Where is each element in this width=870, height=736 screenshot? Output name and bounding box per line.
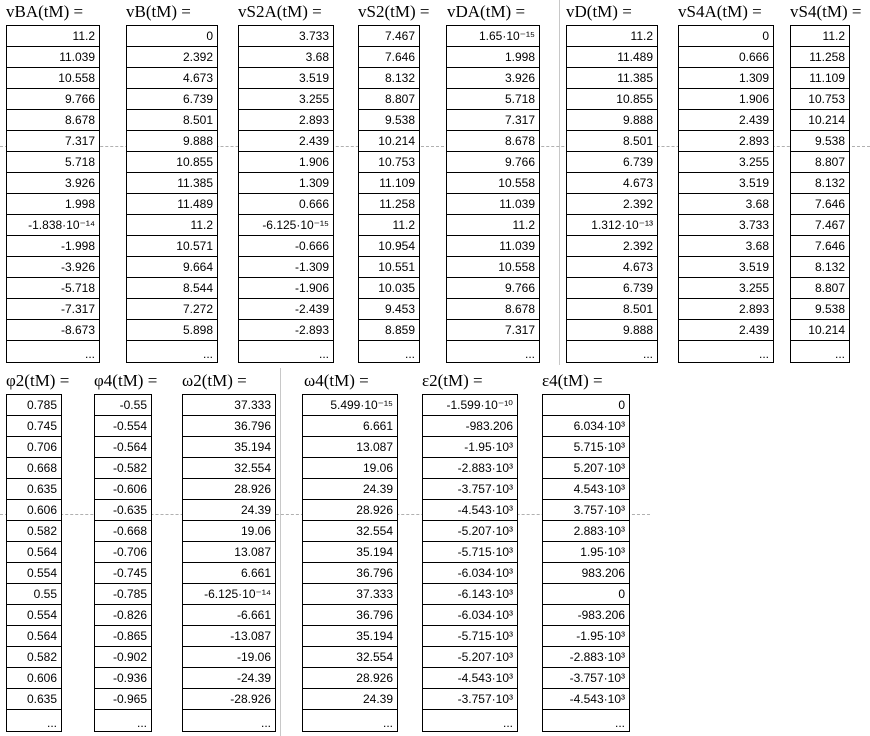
value-cell[interactable]: -6.125·10⁻¹⁴ bbox=[183, 584, 275, 605]
value-cell[interactable]: -1.906 bbox=[239, 278, 333, 299]
value-cell[interactable]: -2.883·10³ bbox=[543, 647, 629, 668]
value-cell[interactable]: 0 bbox=[543, 584, 629, 605]
value-cell[interactable]: 0.554 bbox=[7, 563, 61, 584]
value-cell[interactable]: 3.519 bbox=[679, 257, 773, 278]
value-cell[interactable]: 19.06 bbox=[303, 458, 397, 479]
value-cell[interactable]: 3.68 bbox=[679, 236, 773, 257]
value-cell[interactable]: 11.109 bbox=[359, 173, 419, 194]
value-cell[interactable]: 1.312·10⁻¹³ bbox=[567, 215, 657, 236]
value-cell[interactable]: 10.753 bbox=[791, 89, 849, 110]
value-cell[interactable]: 5.718 bbox=[7, 152, 99, 173]
value-cell[interactable]: 7.646 bbox=[359, 47, 419, 68]
omega2-tm-header: ω2(tM) = bbox=[182, 371, 247, 390]
epsilon4-tm-header: ε4(tM) = bbox=[542, 371, 603, 390]
value-cell[interactable]: 2.893 bbox=[239, 110, 333, 131]
value-cell[interactable]: 7.317 bbox=[447, 110, 539, 131]
value-cell[interactable]: 10.558 bbox=[7, 68, 99, 89]
value-cell[interactable]: -3.757·10³ bbox=[543, 668, 629, 689]
vda-tm-header: vDA(tM) = bbox=[447, 2, 526, 21]
value-cell[interactable]: 11.2 bbox=[127, 215, 217, 236]
value-cell[interactable]: 9.888 bbox=[567, 110, 657, 131]
value-cell[interactable]: 2.439 bbox=[679, 320, 773, 341]
value-cell[interactable]: 0.582 bbox=[7, 521, 61, 542]
value-cell[interactable]: -5.715·10³ bbox=[423, 542, 517, 563]
value-cell[interactable]: -24.39 bbox=[183, 668, 275, 689]
value-cell[interactable]: 3.68 bbox=[239, 47, 333, 68]
vs2-tm-table bbox=[358, 25, 420, 363]
value-cell[interactable]: 8.678 bbox=[447, 299, 539, 320]
value-cell[interactable]: 4.673 bbox=[567, 257, 657, 278]
value-cell[interactable]: 8.859 bbox=[359, 320, 419, 341]
value-cell[interactable]: 3.926 bbox=[7, 173, 99, 194]
ellipsis-cell[interactable]: ... bbox=[84, 347, 95, 361]
value-cell[interactable]: -4.543·10³ bbox=[423, 668, 517, 689]
value-cell[interactable]: 1.309 bbox=[679, 68, 773, 89]
value-cell[interactable]: -0.706 bbox=[95, 542, 151, 563]
value-cell[interactable]: 3.926 bbox=[447, 68, 539, 89]
value-cell[interactable]: -28.926 bbox=[183, 689, 275, 710]
ellipsis-cell[interactable]: ... bbox=[404, 347, 415, 361]
value-cell[interactable]: -0.606 bbox=[95, 479, 151, 500]
value-cell[interactable]: 2.893 bbox=[679, 299, 773, 320]
ellipsis-cell[interactable]: ... bbox=[758, 347, 769, 361]
value-cell[interactable]: -5.715·10³ bbox=[423, 626, 517, 647]
value-cell[interactable]: 8.501 bbox=[127, 110, 217, 131]
value-cell[interactable]: -0.745 bbox=[95, 563, 151, 584]
value-cell[interactable]: 11.2 bbox=[7, 26, 99, 47]
value-cell[interactable]: -0.635 bbox=[95, 500, 151, 521]
value-cell[interactable]: -983.206 bbox=[423, 416, 517, 437]
value-cell[interactable]: 19.06 bbox=[183, 521, 275, 542]
value-cell[interactable]: -5.718 bbox=[7, 278, 99, 299]
value-cell[interactable]: -1.838·10⁻¹⁴ bbox=[7, 215, 99, 236]
value-cell[interactable]: -3.757·10³ bbox=[423, 479, 517, 500]
value-cell[interactable]: 4.673 bbox=[567, 173, 657, 194]
value-cell[interactable]: 10.855 bbox=[127, 152, 217, 173]
value-cell[interactable]: 24.39 bbox=[303, 479, 397, 500]
value-cell[interactable]: 10.551 bbox=[359, 257, 419, 278]
value-cell[interactable]: 2.392 bbox=[567, 194, 657, 215]
value-cell[interactable]: 5.898 bbox=[127, 320, 217, 341]
value-cell[interactable]: 8.132 bbox=[791, 257, 849, 278]
value-cell[interactable]: 28.926 bbox=[183, 479, 275, 500]
phi4-tm-table bbox=[94, 394, 152, 732]
value-cell[interactable]: 5.718 bbox=[447, 89, 539, 110]
value-cell[interactable]: 6.034·10³ bbox=[543, 416, 629, 437]
value-cell[interactable]: 10.571 bbox=[127, 236, 217, 257]
value-cell[interactable]: -8.673 bbox=[7, 320, 99, 341]
ellipsis-cell[interactable]: ... bbox=[614, 716, 625, 730]
value-cell[interactable]: -3.926 bbox=[7, 257, 99, 278]
value-cell[interactable]: 10.214 bbox=[791, 320, 849, 341]
value-cell[interactable]: 7.317 bbox=[447, 320, 539, 341]
value-cell[interactable]: 8.544 bbox=[127, 278, 217, 299]
value-cell[interactable]: 11.489 bbox=[127, 194, 217, 215]
vd-tm-header: vD(tM) = bbox=[566, 2, 632, 21]
value-cell[interactable]: 3.255 bbox=[679, 152, 773, 173]
value-cell[interactable]: 11.109 bbox=[791, 68, 849, 89]
value-cell[interactable]: 11.489 bbox=[567, 47, 657, 68]
vd-tm-table bbox=[566, 25, 658, 363]
value-cell[interactable]: -4.543·10³ bbox=[423, 500, 517, 521]
value-cell[interactable]: -19.06 bbox=[183, 647, 275, 668]
value-cell[interactable]: 5.499·10⁻¹⁵ bbox=[303, 395, 397, 416]
value-cell[interactable]: 9.766 bbox=[447, 278, 539, 299]
value-cell[interactable]: 13.087 bbox=[303, 437, 397, 458]
value-cell[interactable]: -5.207·10³ bbox=[423, 521, 517, 542]
value-cell[interactable]: 1.309 bbox=[239, 173, 333, 194]
value-cell[interactable]: 11.2 bbox=[447, 215, 539, 236]
value-cell[interactable]: 3.733 bbox=[679, 215, 773, 236]
value-cell[interactable]: -13.087 bbox=[183, 626, 275, 647]
value-cell[interactable]: 11.2 bbox=[567, 26, 657, 47]
value-cell[interactable]: -0.936 bbox=[95, 668, 151, 689]
value-cell[interactable]: 3.519 bbox=[679, 173, 773, 194]
value-cell[interactable]: 7.317 bbox=[7, 131, 99, 152]
value-cell[interactable]: 9.538 bbox=[791, 299, 849, 320]
value-cell[interactable]: 2.392 bbox=[567, 236, 657, 257]
vs4-tm-header: vS4(tM) = bbox=[790, 2, 862, 21]
value-cell[interactable]: -6.143·10³ bbox=[423, 584, 517, 605]
value-cell[interactable]: 8.501 bbox=[567, 131, 657, 152]
phi2-tm-header: φ2(tM) = bbox=[6, 371, 70, 390]
vda-tm-table bbox=[446, 25, 540, 363]
value-cell[interactable]: 4.543·10³ bbox=[543, 479, 629, 500]
value-cell[interactable]: 8.807 bbox=[791, 152, 849, 173]
value-cell[interactable]: 0.554 bbox=[7, 605, 61, 626]
ellipsis-cell[interactable]: ... bbox=[46, 716, 57, 730]
value-cell[interactable]: 10.753 bbox=[359, 152, 419, 173]
value-cell[interactable]: 1.906 bbox=[239, 152, 333, 173]
phi2-tm-table bbox=[6, 394, 62, 732]
value-cell[interactable]: 7.467 bbox=[359, 26, 419, 47]
value-cell[interactable]: -2.883·10³ bbox=[423, 458, 517, 479]
value-cell[interactable]: 11.258 bbox=[791, 47, 849, 68]
value-cell[interactable]: 0.606 bbox=[7, 668, 61, 689]
ellipsis-cell[interactable]: ... bbox=[318, 347, 329, 361]
value-cell[interactable]: 0.668 bbox=[7, 458, 61, 479]
value-cell[interactable]: 10.558 bbox=[447, 173, 539, 194]
value-cell[interactable]: 9.664 bbox=[127, 257, 217, 278]
value-cell[interactable]: -3.757·10³ bbox=[423, 689, 517, 710]
vb-tm-header: vB(tM) = bbox=[126, 2, 191, 21]
epsilon2-tm-table bbox=[422, 394, 518, 732]
value-cell[interactable]: 9.888 bbox=[567, 320, 657, 341]
value-cell[interactable]: 2.883·10³ bbox=[543, 521, 629, 542]
value-cell[interactable]: -1.95·10³ bbox=[423, 437, 517, 458]
value-cell[interactable]: -0.865 bbox=[95, 626, 151, 647]
vs4-tm-table bbox=[790, 25, 850, 363]
value-cell[interactable]: 9.538 bbox=[791, 131, 849, 152]
value-cell[interactable]: 1.95·10³ bbox=[543, 542, 629, 563]
value-cell[interactable]: 28.926 bbox=[303, 500, 397, 521]
region-separator-top bbox=[559, 0, 560, 365]
value-cell[interactable]: -1.95·10³ bbox=[543, 626, 629, 647]
value-cell[interactable]: -0.666 bbox=[239, 236, 333, 257]
omega4-tm-header: ω4(tM) = bbox=[304, 371, 369, 390]
value-cell[interactable]: 10.558 bbox=[447, 257, 539, 278]
value-cell[interactable]: 2.439 bbox=[679, 110, 773, 131]
ellipsis-cell[interactable]: ... bbox=[260, 716, 271, 730]
value-cell[interactable]: 10.214 bbox=[791, 110, 849, 131]
value-cell[interactable]: 3.68 bbox=[679, 194, 773, 215]
value-cell[interactable]: 4.673 bbox=[127, 68, 217, 89]
value-cell[interactable]: 35.194 bbox=[303, 626, 397, 647]
value-cell[interactable]: 37.333 bbox=[183, 395, 275, 416]
value-cell[interactable]: -0.826 bbox=[95, 605, 151, 626]
value-cell[interactable]: 28.926 bbox=[303, 668, 397, 689]
value-cell[interactable]: -1.998 bbox=[7, 236, 99, 257]
value-cell[interactable]: 11.039 bbox=[447, 236, 539, 257]
value-cell[interactable]: 36.796 bbox=[183, 416, 275, 437]
value-cell[interactable]: 0.706 bbox=[7, 437, 61, 458]
epsilon4-tm-table bbox=[542, 394, 630, 732]
value-cell[interactable]: 3.255 bbox=[239, 89, 333, 110]
value-cell[interactable]: 8.807 bbox=[791, 278, 849, 299]
value-cell[interactable]: 11.385 bbox=[127, 173, 217, 194]
value-cell[interactable]: 1.65·10⁻¹⁵ bbox=[447, 26, 539, 47]
region-separator-bottom bbox=[280, 368, 281, 736]
value-cell[interactable]: 8.678 bbox=[447, 131, 539, 152]
value-cell[interactable]: 5.715·10³ bbox=[543, 437, 629, 458]
value-cell[interactable]: 7.467 bbox=[791, 215, 849, 236]
value-cell[interactable]: 10.855 bbox=[567, 89, 657, 110]
value-cell[interactable]: -6.661 bbox=[183, 605, 275, 626]
ellipsis-cell[interactable]: ... bbox=[834, 347, 845, 361]
value-cell[interactable]: 1.998 bbox=[7, 194, 99, 215]
vba-tm-header: vBA(tM) = bbox=[6, 2, 84, 21]
value-cell[interactable]: 37.333 bbox=[303, 584, 397, 605]
value-cell[interactable]: 0.635 bbox=[7, 689, 61, 710]
value-cell[interactable]: -0.554 bbox=[95, 416, 151, 437]
value-cell[interactable]: 11.039 bbox=[7, 47, 99, 68]
value-cell[interactable]: 10.214 bbox=[359, 131, 419, 152]
value-cell[interactable]: 8.678 bbox=[7, 110, 99, 131]
value-cell[interactable]: -0.55 bbox=[95, 395, 151, 416]
value-cell[interactable]: 8.132 bbox=[791, 173, 849, 194]
value-cell[interactable]: 0.745 bbox=[7, 416, 61, 437]
value-cell[interactable]: -6.125·10⁻¹⁵ bbox=[239, 215, 333, 236]
value-cell[interactable]: 2.439 bbox=[239, 131, 333, 152]
value-cell[interactable]: 11.039 bbox=[447, 194, 539, 215]
value-cell[interactable]: -2.439 bbox=[239, 299, 333, 320]
value-cell[interactable]: 13.087 bbox=[183, 542, 275, 563]
value-cell[interactable]: 35.194 bbox=[303, 542, 397, 563]
ellipsis-cell[interactable]: ... bbox=[202, 347, 213, 361]
value-cell[interactable]: 3.733 bbox=[239, 26, 333, 47]
value-cell[interactable]: 0 bbox=[127, 26, 217, 47]
value-cell[interactable]: 11.258 bbox=[359, 194, 419, 215]
value-cell[interactable]: 36.796 bbox=[303, 563, 397, 584]
phi4-tm-header: φ4(tM) = bbox=[94, 371, 158, 390]
value-cell[interactable]: 32.554 bbox=[183, 458, 275, 479]
value-cell[interactable]: 9.766 bbox=[7, 89, 99, 110]
ellipsis-cell[interactable]: ... bbox=[136, 716, 147, 730]
omega2-tm-table bbox=[182, 394, 276, 732]
value-cell[interactable]: 24.39 bbox=[183, 500, 275, 521]
vs4a-tm-header: vS4A(tM) = bbox=[678, 2, 762, 21]
value-cell[interactable]: 36.796 bbox=[303, 605, 397, 626]
vs2-tm-header: vS2(tM) = bbox=[358, 2, 430, 21]
value-cell[interactable]: 1.998 bbox=[447, 47, 539, 68]
value-cell[interactable]: -0.902 bbox=[95, 647, 151, 668]
value-cell[interactable]: 3.757·10³ bbox=[543, 500, 629, 521]
value-cell[interactable]: 10.954 bbox=[359, 236, 419, 257]
ellipsis-cell[interactable]: ... bbox=[524, 347, 535, 361]
value-cell[interactable]: -0.582 bbox=[95, 458, 151, 479]
value-cell[interactable]: 9.538 bbox=[359, 110, 419, 131]
value-cell[interactable]: 5.207·10³ bbox=[543, 458, 629, 479]
value-cell[interactable]: 3.519 bbox=[239, 68, 333, 89]
value-cell[interactable]: 35.194 bbox=[183, 437, 275, 458]
value-cell[interactable]: -0.564 bbox=[95, 437, 151, 458]
value-cell[interactable]: 7.646 bbox=[791, 194, 849, 215]
value-cell[interactable]: 11.2 bbox=[791, 26, 849, 47]
value-cell[interactable]: 24.39 bbox=[303, 689, 397, 710]
value-cell[interactable]: 8.807 bbox=[359, 89, 419, 110]
ellipsis-cell[interactable]: ... bbox=[382, 716, 393, 730]
value-cell[interactable]: 9.766 bbox=[447, 152, 539, 173]
value-cell[interactable]: -1.309 bbox=[239, 257, 333, 278]
value-cell[interactable]: 983.206 bbox=[543, 563, 629, 584]
value-cell[interactable]: -5.207·10³ bbox=[423, 647, 517, 668]
value-cell[interactable]: 2.392 bbox=[127, 47, 217, 68]
omega4-tm-table bbox=[302, 394, 398, 732]
value-cell[interactable]: 0.582 bbox=[7, 647, 61, 668]
value-cell[interactable]: 0.666 bbox=[239, 194, 333, 215]
value-cell[interactable]: 11.385 bbox=[567, 68, 657, 89]
value-cell[interactable]: -7.317 bbox=[7, 299, 99, 320]
value-cell[interactable]: 7.646 bbox=[791, 236, 849, 257]
value-cell[interactable]: -983.206 bbox=[543, 605, 629, 626]
value-cell[interactable]: 8.132 bbox=[359, 68, 419, 89]
vba-tm-table bbox=[6, 25, 100, 363]
value-cell[interactable]: 10.035 bbox=[359, 278, 419, 299]
value-cell[interactable]: 0.635 bbox=[7, 479, 61, 500]
value-cell[interactable]: -0.965 bbox=[95, 689, 151, 710]
value-cell[interactable]: 0 bbox=[679, 26, 773, 47]
value-cell[interactable]: 0.785 bbox=[7, 395, 61, 416]
value-cell[interactable]: 9.888 bbox=[127, 131, 217, 152]
value-cell[interactable]: 32.554 bbox=[303, 647, 397, 668]
value-cell[interactable]: 0.564 bbox=[7, 626, 61, 647]
value-cell[interactable]: -0.668 bbox=[95, 521, 151, 542]
value-cell[interactable]: 6.661 bbox=[183, 563, 275, 584]
value-cell[interactable]: -6.034·10³ bbox=[423, 563, 517, 584]
value-cell[interactable]: 6.739 bbox=[567, 278, 657, 299]
value-cell[interactable]: -0.785 bbox=[95, 584, 151, 605]
value-cell[interactable]: -4.543·10³ bbox=[543, 689, 629, 710]
epsilon2-tm-header: ε2(tM) = bbox=[422, 371, 483, 390]
value-cell[interactable]: -1.599·10⁻¹⁰ bbox=[423, 395, 517, 416]
value-cell[interactable]: 0.666 bbox=[679, 47, 773, 68]
value-cell[interactable]: 8.501 bbox=[567, 299, 657, 320]
value-cell[interactable]: 0 bbox=[543, 395, 629, 416]
vb-tm-table bbox=[126, 25, 218, 363]
vs2a-tm-table bbox=[238, 25, 334, 363]
value-cell[interactable]: 32.554 bbox=[303, 521, 397, 542]
value-cell[interactable]: 6.739 bbox=[127, 89, 217, 110]
value-cell[interactable]: -6.034·10³ bbox=[423, 605, 517, 626]
ellipsis-cell[interactable]: ... bbox=[502, 716, 513, 730]
value-cell[interactable]: 0.55 bbox=[7, 584, 61, 605]
value-cell[interactable]: 6.661 bbox=[303, 416, 397, 437]
value-cell[interactable]: 9.453 bbox=[359, 299, 419, 320]
value-cell[interactable]: 7.272 bbox=[127, 299, 217, 320]
value-cell[interactable]: -2.893 bbox=[239, 320, 333, 341]
value-cell[interactable]: 11.2 bbox=[359, 215, 419, 236]
value-cell[interactable]: 3.255 bbox=[679, 278, 773, 299]
ellipsis-cell[interactable]: ... bbox=[642, 347, 653, 361]
value-cell[interactable]: 0.606 bbox=[7, 500, 61, 521]
value-cell[interactable]: 2.893 bbox=[679, 131, 773, 152]
vs4a-tm-table bbox=[678, 25, 774, 363]
value-cell[interactable]: 6.739 bbox=[567, 152, 657, 173]
vs2a-tm-header: vS2A(tM) = bbox=[238, 2, 322, 21]
value-cell[interactable]: 1.906 bbox=[679, 89, 773, 110]
value-cell[interactable]: 0.564 bbox=[7, 542, 61, 563]
